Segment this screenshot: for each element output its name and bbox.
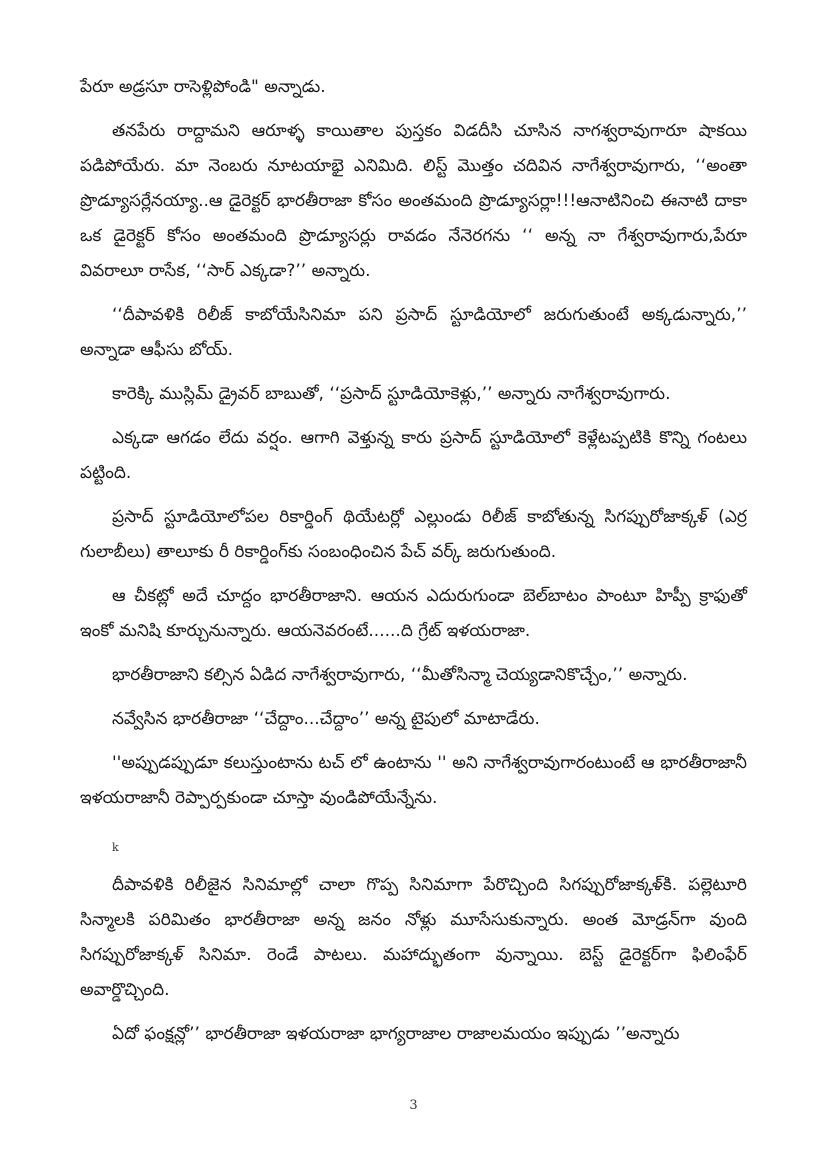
paragraph-12: ఏదో ఫంక్షన్లో’’ భారతీరాజా ఇళయరాజా భాగ్యరాజాల రాజాలమయం ఇప్పుడు ’’అన్నారు: [112, 1024, 680, 1044]
paragraph-2: తనపేరు రాద్దామని ఆరూళ్ళ కాయితాల పుస్తకం విడదీసి చూసిన నాగశ్వరావుగారూ షాకయి పడిపోయేరు. మా నెంబరు నూటయాభై ఎనిమిది. లిస్ట్ మొత్తం చదివిన నాగేశ్వరావుగారు, ‘‘అంతా ప్రొడ్యూసర్లేనయ్యా..ఆ డైరెక్టర్ భారతీరాజా కోసం అంతమంది ప్రొడ్యూసర్లా!!!ఆనాటినించి ఈనాటి దాకా ఒక డైరెక్టర్ కోసం అంతమంది ప్రొడ్యూసర్లు రావడం నేనెరగను ‘‘ అన్న నా గేశ్వరావుగారు,పేరూ వివరాలూ రాసేక, ‘‘సార్ ఎక్కడా?’’ అన్నారు.: [80, 121, 747, 281]
paragraph-5: ఎక్కడా ఆగడం లేదు వర్షం. ఆగాగి వెళ్తున్న కారు ప్రసాద్ స్టూడియోలో కెళ్లేటప్పటికి కొన్ని గంటలు పట్టింది.: [80, 428, 747, 483]
paragraph-10: ''అప్పుడప్పుడూ కలుస్తుంటాను టచ్ లో ఉంటాను '' అని నాగేశ్వరావుగారంటుంటే ఆ భారతీరాజానీ ఇళయరాజానీ రెప్పార్పకుండా చూస్తా వుండిపోయేన్నేను.: [80, 753, 747, 808]
paragraph-3: ‘‘దీపావళికి రిలీజ్ కాబోయేసినిమా పని ప్రసాద్ స్టూడియోలో జరుగుతుంటే అక్కడున్నారు,’’ అన్నాడా ఆఫీసు బోయ్.: [80, 305, 747, 360]
body-text: [80, 70, 747, 1052]
paragraph-7: ఆ చీకట్లో అదే చూద్దం భారతీరాజాని. ఆయన ఎదురుగుండా బెల్‌బాటం పాంటూ హిప్పీ క్రాఫుతో ఇంకో మనిషి కూర్చునున్నారు. ఆయనెవరంటే......ది గ్రేట్ ఇళయరాజా.: [80, 586, 747, 641]
paragraph-4: కారెక్కి ముస్లిమ్ డ్రైవర్ బాబుతో, ‘‘ప్రసాద్ స్టూడియోకెళ్లు,’’ అన్నారు నాగేశ్వరావుగారు.: [112, 384, 671, 404]
paragraph-8: భారతీరాజాని కల్సిన ఏడిద నాగేశ్వరావుగారు, ‘‘మీతోసిన్మా చెయ్యడానికొచ్చేం,’’ అన్నారు.: [112, 665, 688, 685]
paragraph-9: నవ్వేసిన భారతీరాజా ‘‘చేద్దాం...చేద్దాం’’ అన్న టైపులో మాటాడేరు.: [112, 709, 540, 729]
section-marker: k: [112, 841, 119, 854]
page-number: 3: [409, 1098, 418, 1113]
paragraph-11: దీపావళికి రిలీజైన సినిమాల్లో చాలా గొప్ప సినిమాగా పేరొచ్చింది సిగప్పురోజాక్కళ్‌కి. పల్లెటూరి సిన్మాలకి పరిమితం భారతీరాజా అన్న జనం నోళ్లు మూసేసుకున్నారు. అంత మోడ్రన్‌గా వుంది సిగప్పురోజాక్కళ్ సినిమా. రెండే పాటలు. మహాద్భుతంగా వున్నాయి. బెస్ట్ డైరెక్టర్‌గా ఫిలింఫేర్ అవార్డొచ్చింది.: [80, 875, 747, 1000]
paragraph-1: పేరూ అడ్రసూ రాసెళ్లిపోండి" అన్నాడు.: [80, 77, 326, 97]
paragraph-6: ప్రసాద్ స్టూడియోలోపల రికార్డింగ్ థియేటర్లో ఎల్లుండు రిలీజ్ కాబోతున్న సిగప్పురోజాక్కళ్ (ఎర్ర గులాబీలు) తాలూకు రీ రికార్డింగ్‌కు సంబంధించిన పేచ్ వర్క్ జరుగుతుంది.: [80, 507, 747, 562]
